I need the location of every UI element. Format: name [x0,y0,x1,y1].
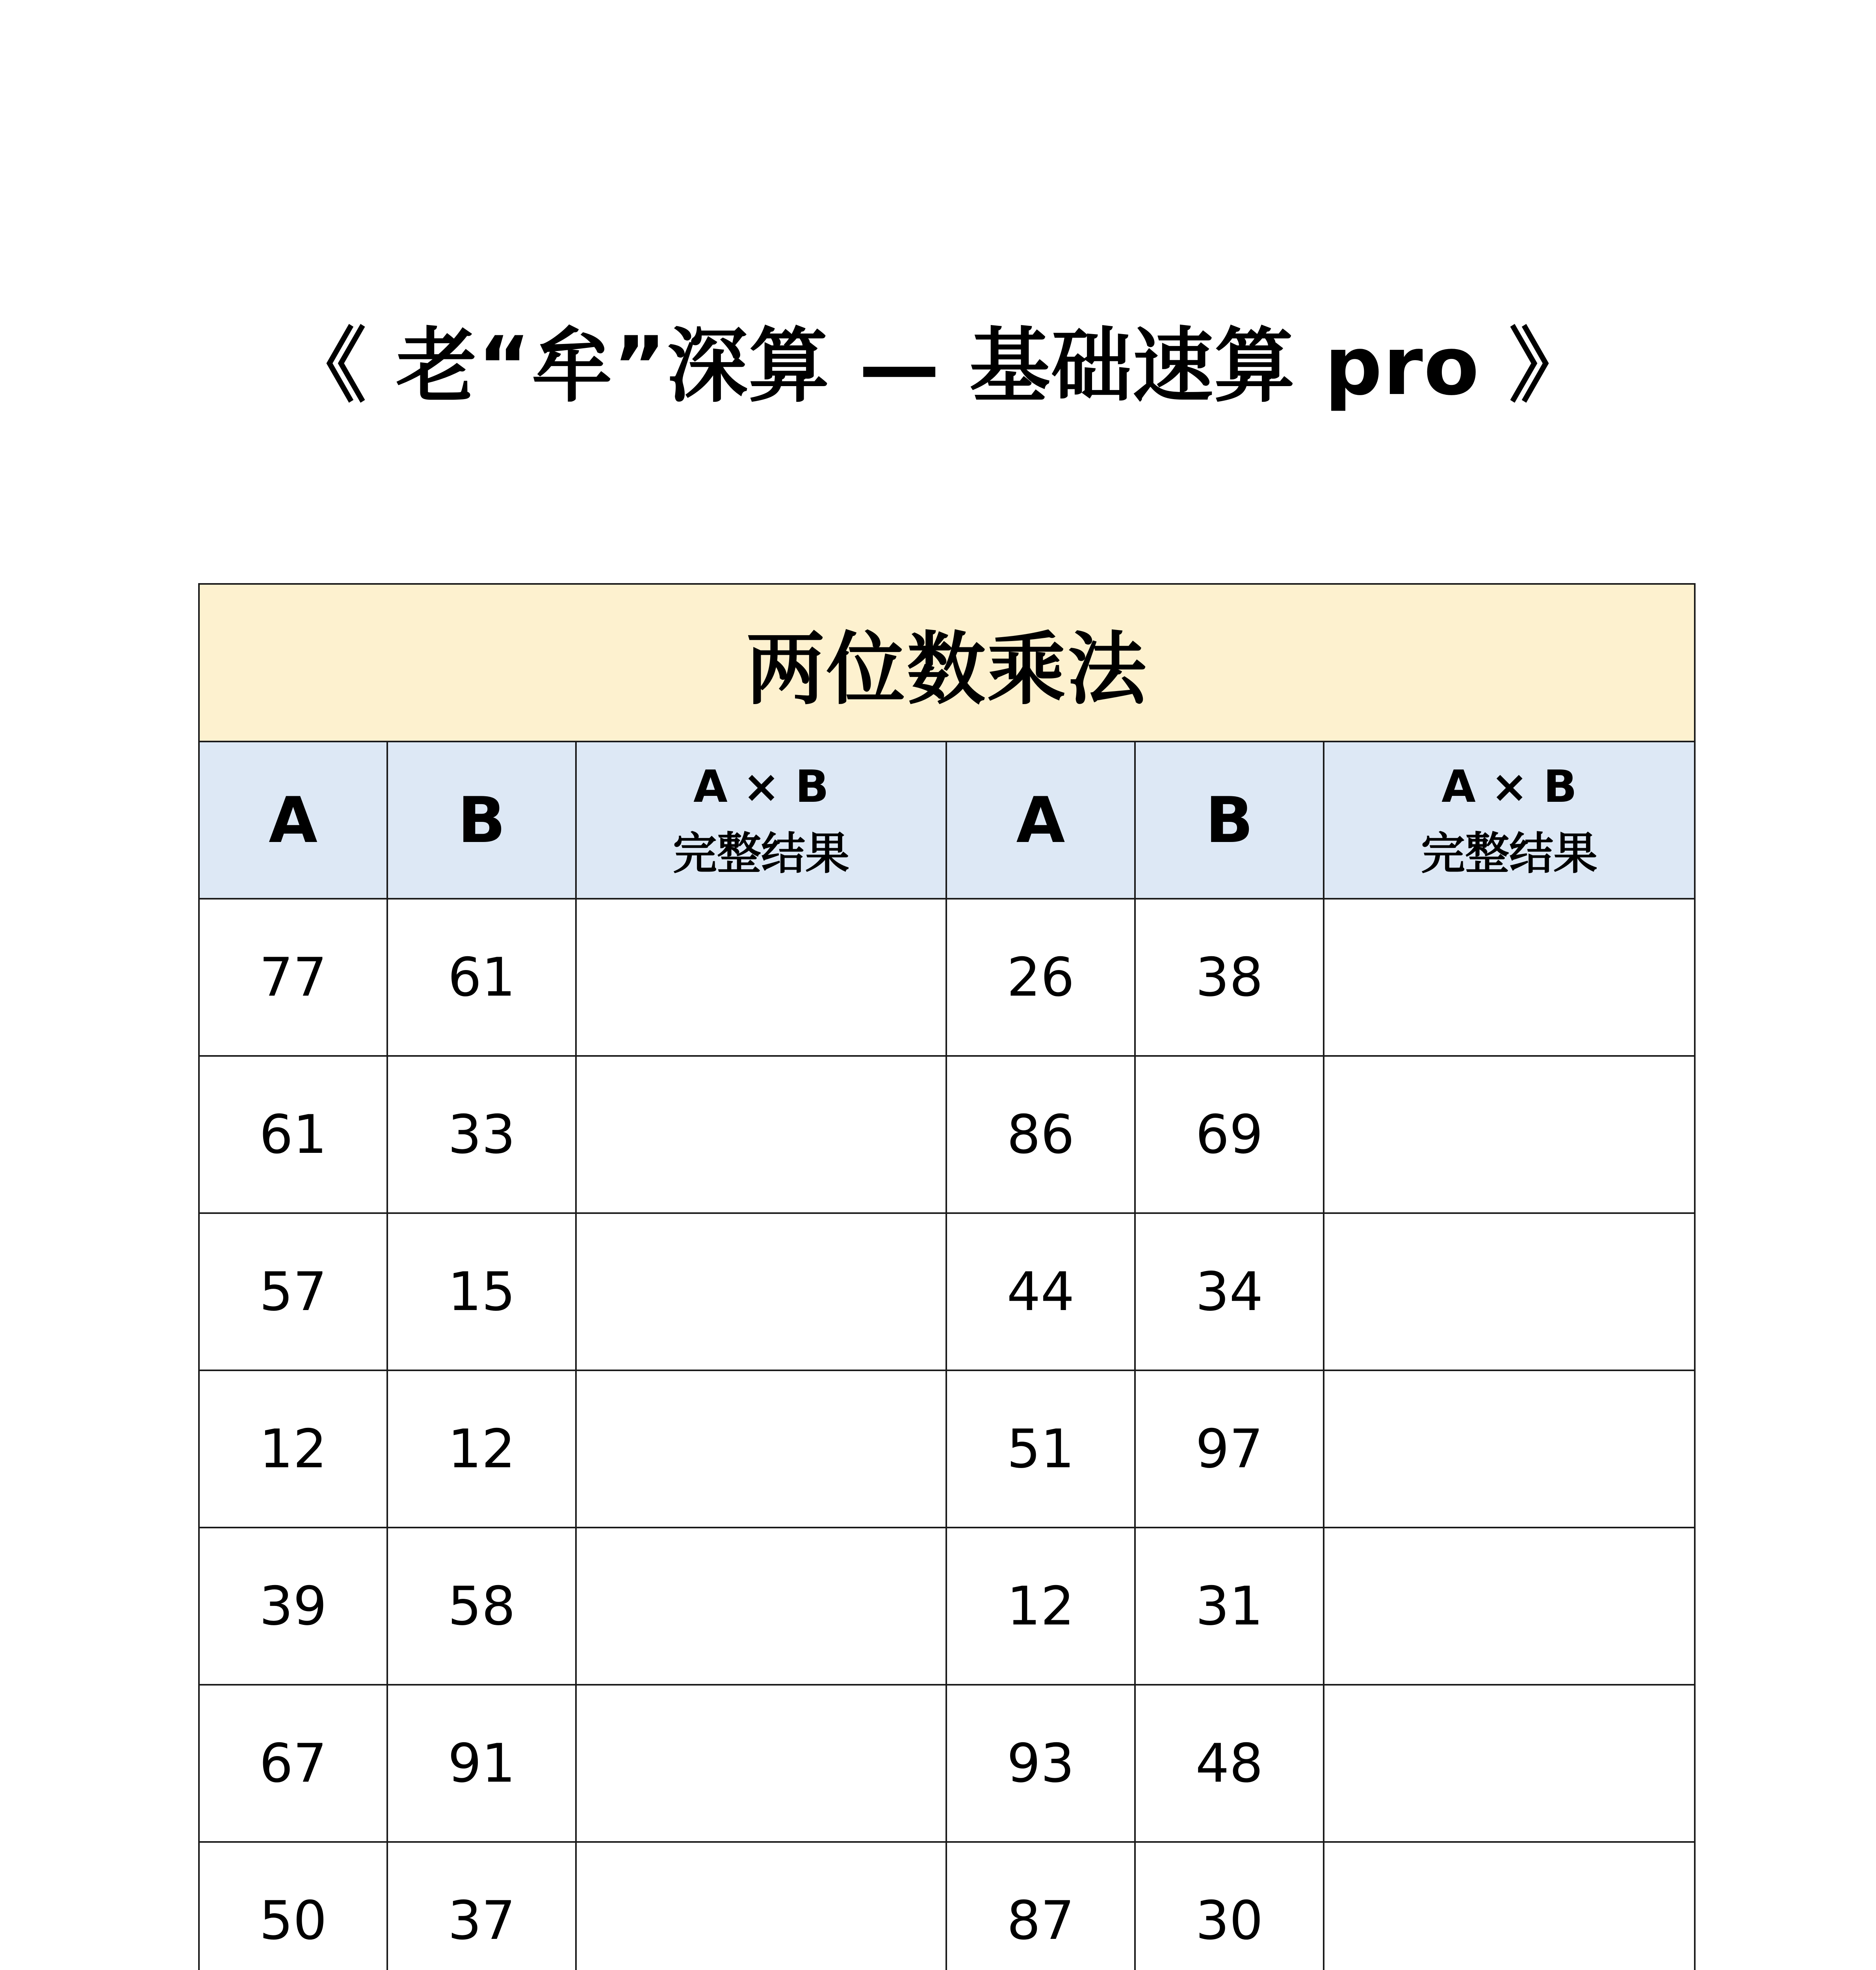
table-row [199,1370,1695,1528]
answer-cell-left[interactable] [576,1528,946,1685]
table-row [199,1685,1695,1842]
operand-a-left: 67 [199,1685,387,1842]
table-banner-row [199,584,1695,742]
header-result-caption: 完整结果 [673,828,849,879]
header-a-right: A [946,742,1135,899]
answer-cell-right[interactable] [1324,1842,1695,1970]
answer-cell-left[interactable] [576,1842,946,1970]
answer-cell-left[interactable] [576,1056,946,1213]
multiplication-worksheet-table [198,583,1696,1970]
operand-b-right: 38 [1135,899,1324,1056]
operand-b-right: 30 [1135,1842,1324,1970]
operand-b-left: 91 [387,1685,576,1842]
operand-a-right: 93 [946,1685,1135,1842]
operand-a-right: 12 [946,1528,1135,1685]
answer-cell-right[interactable] [1324,1370,1695,1528]
answer-cell-right[interactable] [1324,1213,1695,1370]
operand-a-left: 61 [199,1056,387,1213]
operand-a-left: 39 [199,1528,387,1685]
header-b-left: B [387,742,576,899]
table-row [199,1213,1695,1370]
operand-b-left: 37 [387,1842,576,1970]
operand-a-right: 44 [946,1213,1135,1370]
operand-a-left: 12 [199,1370,387,1528]
operand-b-left: 33 [387,1056,576,1213]
operand-a-right: 26 [946,899,1135,1056]
answer-cell-left[interactable] [576,899,946,1056]
answer-cell-left[interactable] [576,1370,946,1528]
answer-cell-right[interactable] [1324,1528,1695,1685]
header-result-left [576,742,946,899]
operand-a-right: 87 [946,1842,1135,1970]
operand-b-right: 69 [1135,1056,1324,1213]
table-banner: 两位数乘法 [199,584,1695,742]
answer-cell-right[interactable] [1324,899,1695,1056]
header-result-formula: A × B [1441,761,1577,812]
page-title: 《 老“牟”深算 — 基础速算 pro 》 [286,320,1590,413]
column-header-row [199,742,1695,899]
header-result-formula: A × B [693,761,829,812]
operand-b-left: 61 [387,899,576,1056]
header-result-caption: 完整结果 [1421,828,1598,879]
table-row [199,899,1695,1056]
operand-a-left: 57 [199,1213,387,1370]
operand-b-right: 48 [1135,1685,1324,1842]
table-row [199,1528,1695,1685]
operand-a-left: 77 [199,899,387,1056]
operand-a-left: 50 [199,1842,387,1970]
table-row [199,1056,1695,1213]
operand-b-left: 58 [387,1528,576,1685]
operand-b-right: 97 [1135,1370,1324,1528]
operand-b-left: 12 [387,1370,576,1528]
header-a-left: A [199,742,387,899]
answer-cell-right[interactable] [1324,1056,1695,1213]
header-result-right [1324,742,1695,899]
answer-cell-left[interactable] [576,1685,946,1842]
table-row [199,1842,1695,1970]
operand-a-right: 86 [946,1056,1135,1213]
answer-cell-right[interactable] [1324,1685,1695,1842]
header-b-right: B [1135,742,1324,899]
operand-b-left: 15 [387,1213,576,1370]
operand-a-right: 51 [946,1370,1135,1528]
operand-b-right: 34 [1135,1213,1324,1370]
problem-rows [199,899,1695,1970]
answer-cell-left[interactable] [576,1213,946,1370]
operand-b-right: 31 [1135,1528,1324,1685]
